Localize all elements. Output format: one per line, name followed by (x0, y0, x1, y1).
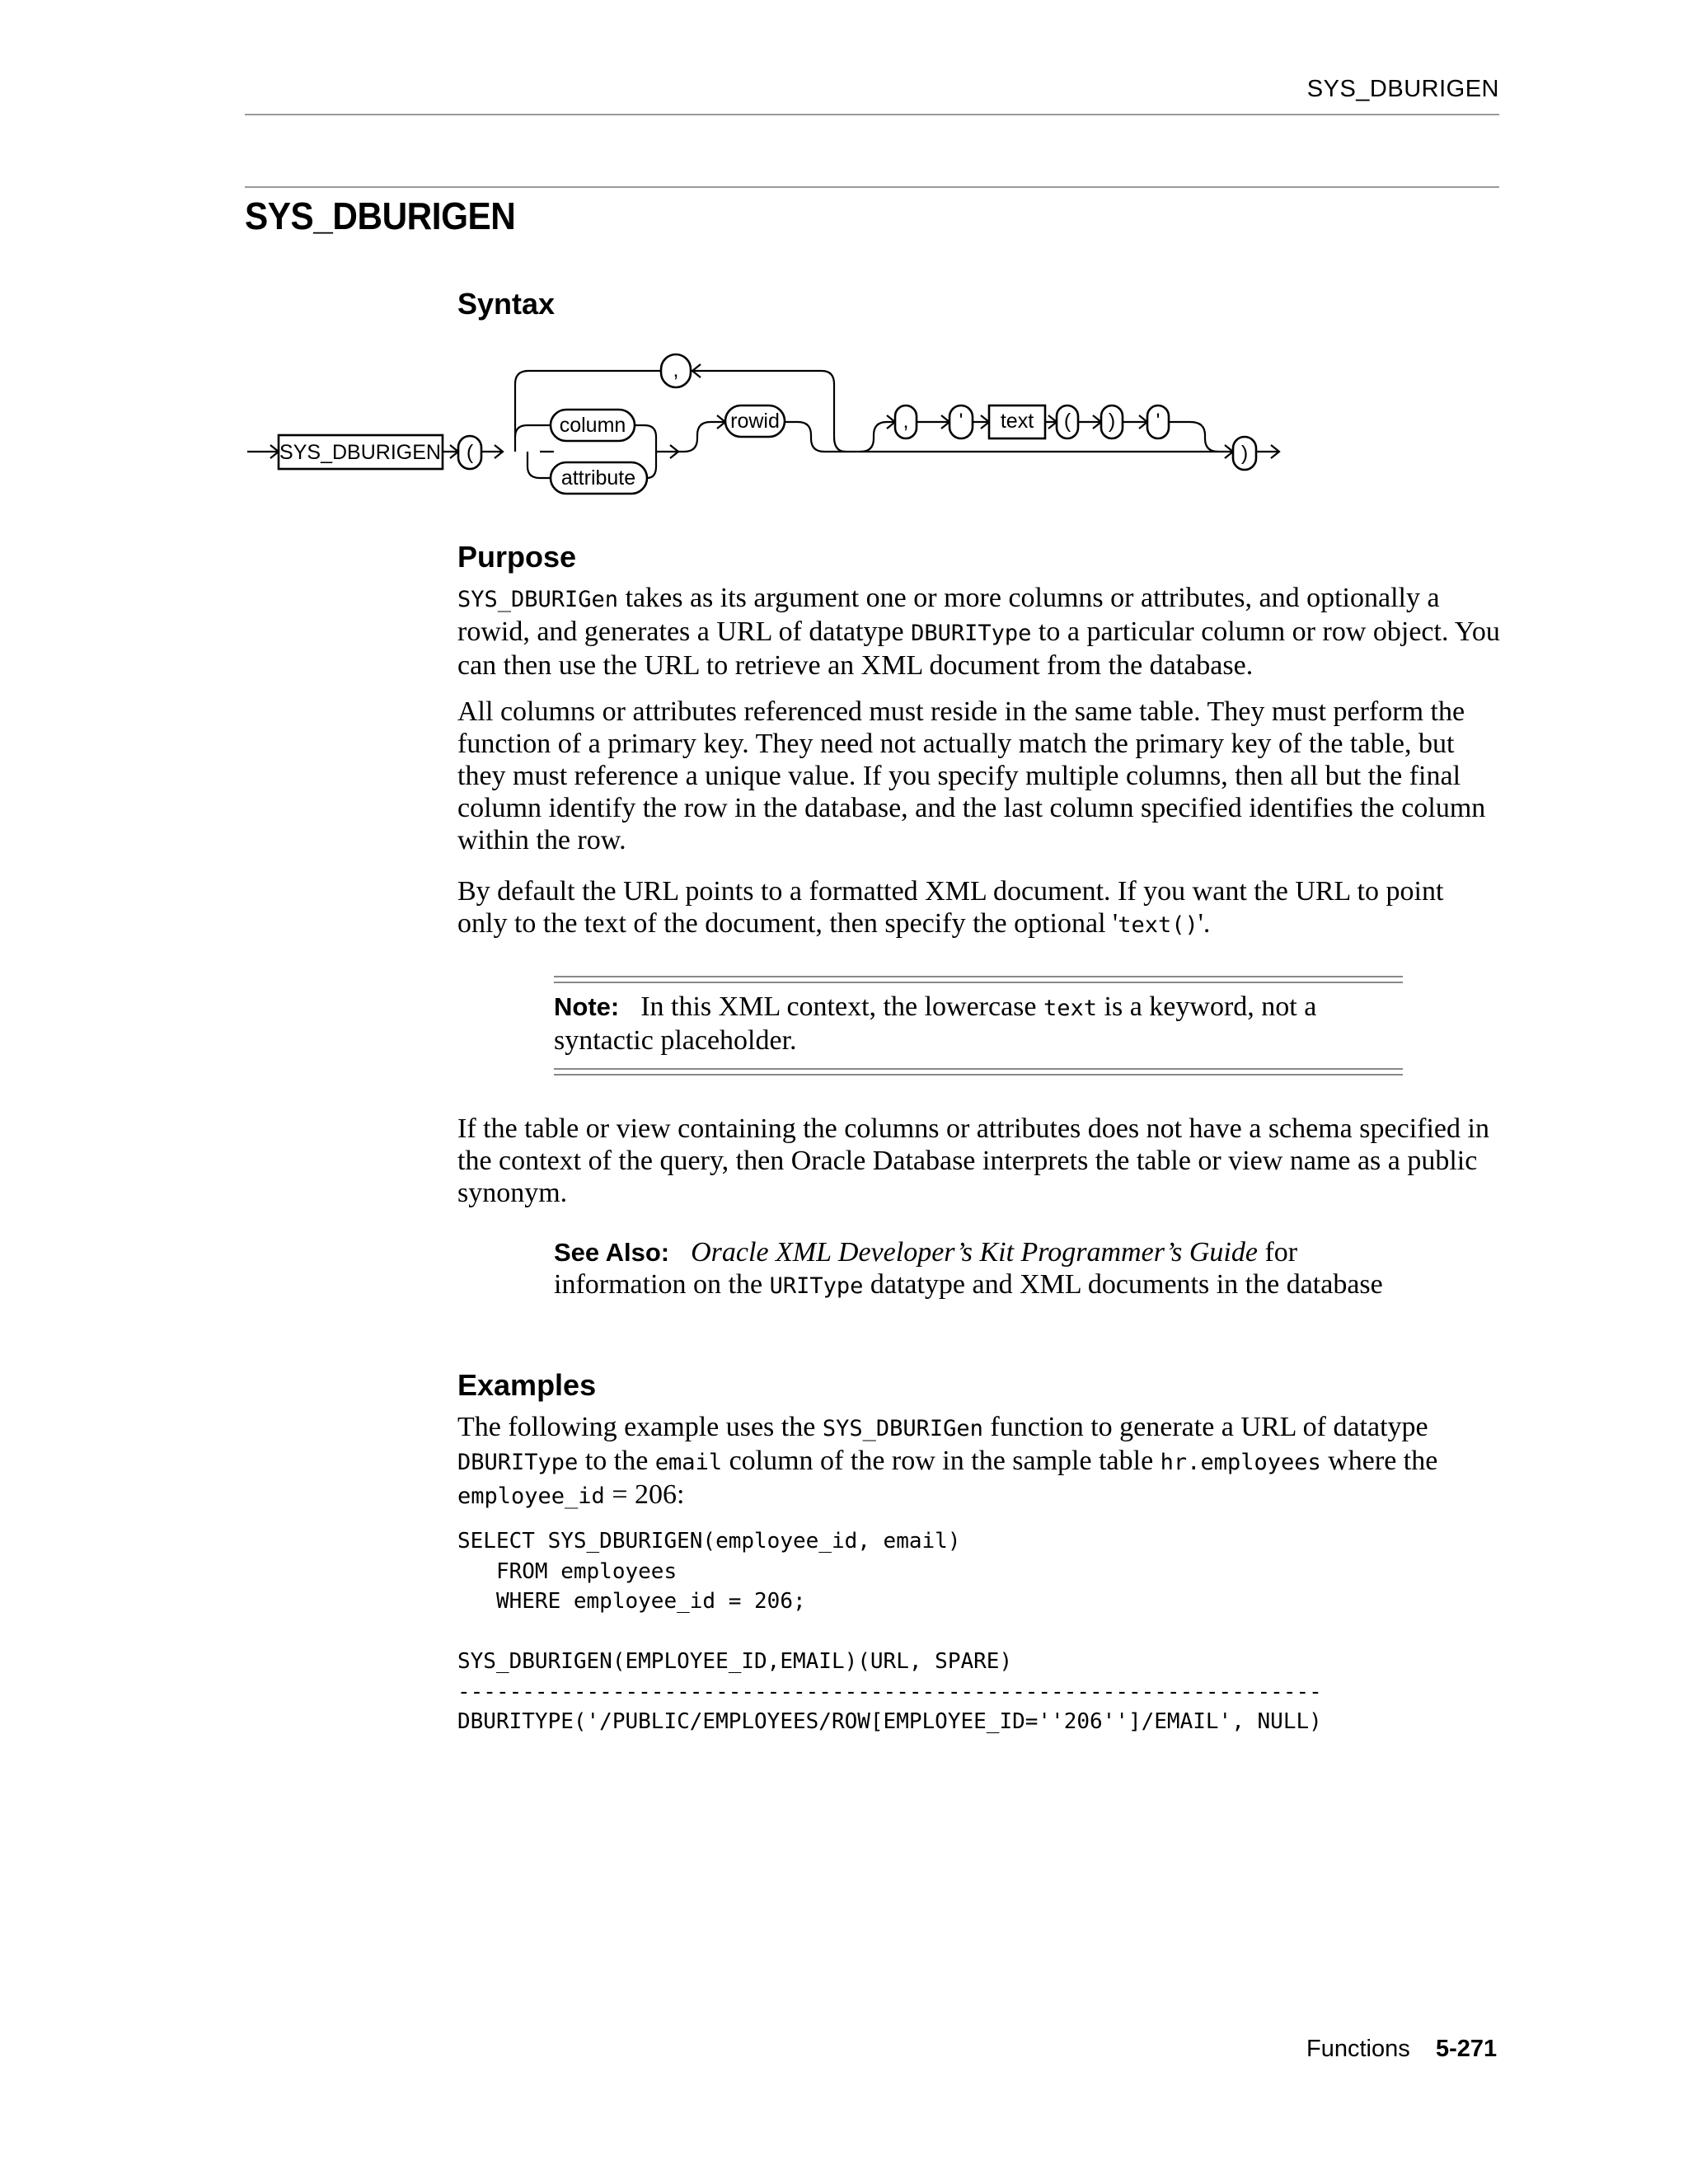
note-top-rule (554, 976, 1403, 983)
see-also (554, 1236, 1403, 1302)
note-box (554, 991, 1395, 1057)
column-label: column (559, 414, 626, 437)
text-run: The following example uses the (457, 1412, 823, 1442)
text-run: to a particular column or row object. You can then use the URL to retrieve an XML document from the database. (457, 616, 1500, 681)
inline-code: SYS_DBURIGen (457, 587, 619, 612)
code-example: SELECT SYS_DBURIGEN(employee_id, email) FROM employees WHERE employee_id = 206; SYS_DBURIGEN(EMPLOYEE_ID,EMAIL)(URL, SPARE) ------------------------------------------------------------------- DBURITYPE('/PUBLIC/EMPLOYEES/ROW[EMPLOYEE_ID=''206'']/EMAIL', NULL) (457, 1529, 1322, 1734)
purpose-paragraph-4: If the table or view containing the columns or attributes does not have a schema specified in the context of the query, then Oracle Database interprets the table or view name as a public synonym. (457, 1113, 1489, 1208)
running-header: SYS_DBURIGEN (1306, 76, 1499, 102)
note-bottom-rule (554, 1068, 1403, 1076)
purpose-paragraph-3 (457, 875, 1500, 941)
inline-code: employee_id (457, 1483, 605, 1509)
text-run: where the (1320, 1446, 1438, 1476)
function-name-label: SYS_DBURIGEN (279, 441, 441, 464)
inline-code: DBURIType (457, 1450, 579, 1475)
quote: ' (1198, 908, 1203, 939)
text-run: function to generate a URL of datatype (982, 1412, 1428, 1442)
quote-open-label: ' (959, 410, 964, 433)
inline-code: DBURIType (911, 621, 1032, 646)
footer-section: Functions (1306, 2036, 1410, 2062)
text-run: for information on the (554, 1237, 1298, 1300)
text-run: datatype and XML documents in the database (863, 1269, 1383, 1300)
text-run: column of the row in the sample table (722, 1446, 1160, 1476)
text-run: By default the URL points to a formatted XML document. If you want the URL to point only to the text of the document, then specify the optional (457, 876, 1444, 939)
close-paren-label: ) (1240, 442, 1249, 465)
purpose-paragraph-1 (457, 582, 1500, 682)
comma-label: , (903, 410, 909, 433)
text-run: is a keyword, not a syntactic placeholder. (554, 991, 1317, 1056)
attribute-label: attribute (560, 466, 636, 490)
purpose-paragraph-2: All columns or attributes referenced must reside in the same table. They must perform the function of a primary key. They need not actually match the primary key of the table, but they must reference a unique value. If you specify multiple columns, then all but the final column identify the row in the database, and the last column specified identifies the column within the row. (457, 696, 1486, 855)
note-label: Note: (554, 992, 620, 1021)
inline-code: text() (1118, 912, 1198, 938)
inline-code: URIType (769, 1273, 864, 1299)
see-also-label: See Also: (554, 1238, 670, 1267)
syntax-diagram (0, 0, 1688, 527)
inline-code: text (1043, 996, 1098, 1021)
examples-heading: Examples (457, 1368, 597, 1402)
text-keyword-label: text (1000, 410, 1034, 433)
rowid-label: rowid (730, 410, 780, 433)
text-run: = 206: (604, 1479, 685, 1510)
inline-code: email (654, 1450, 723, 1475)
text-run: . (1203, 908, 1211, 939)
text-run: to the (578, 1446, 655, 1476)
quote-close-label: ' (1156, 410, 1160, 433)
text-run: takes as its argument one or more columns or attributes, and optionally a rowid, and generates a URL of datatype (457, 583, 1440, 647)
repeat-comma-label: , (673, 359, 679, 382)
rparen-label: ) (1108, 410, 1116, 433)
text-run: In this XML context, the lowercase (640, 991, 1043, 1022)
page-title: SYS_DBURIGEN (245, 194, 516, 237)
examples-intro (457, 1411, 1500, 1512)
footer-page-number: 5-271 (1436, 2036, 1498, 2062)
purpose-heading: Purpose (457, 540, 577, 574)
lparen-label: ( (1063, 410, 1071, 433)
quote: ' (1113, 908, 1118, 939)
inline-code: SYS_DBURIGen (822, 1416, 983, 1441)
open-paren-label: ( (466, 441, 474, 464)
book-title-link[interactable]: Oracle XML Developer’s Kit Programmer’s Guide (691, 1237, 1258, 1268)
syntax-heading: Syntax (457, 287, 556, 321)
inline-code: hr.employees (1160, 1450, 1321, 1475)
